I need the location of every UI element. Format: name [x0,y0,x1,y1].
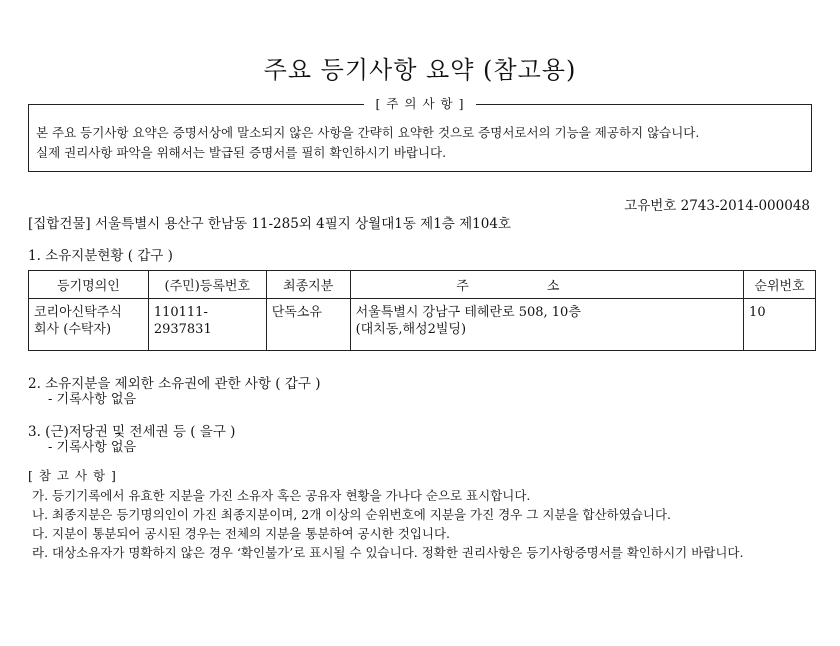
building-address: [집합건물] 서울특별시 용산구 한남동 11-285외 4필지 상월대1동 제1층 제104호 [28,216,511,232]
section-2-title: 2. 소유지분을 제외한 소유권에 관한 사항 ( 갑구 ) [28,376,321,392]
notice-line-2: 실제 권리사항 파악을 위해서는 발급된 증명서를 필히 확인하시기 바랍니다. [36,145,447,160]
unique-number: 고유번호 2743-2014-000048 [624,198,810,214]
section-2-sub: - 기록사항 없음 [48,392,137,407]
section-3-sub: - 기록사항 없음 [48,440,137,455]
notice-box [28,96,812,172]
cell-owner-name: 코리아신탁주식 회사 (수탁자) [29,299,149,351]
page-title: 주요 등기사항 요약 (참고용) [263,56,577,84]
list-item: 다. 지분이 통분되어 공시된 경우는 전체의 지분을 통분하여 공시한 것입니다. [32,526,451,541]
list-item: 나. 최종지분은 등기명의인이 가진 최종지분이며, 2개 이상의 순위번호에 지분을 가진 경우 그 지분을 합산하였습니다. [32,507,672,522]
section-3-title: 3. (근)저당권 및 전세권 등 ( 을구 ) [28,424,236,440]
reference-label: [ 참 고 사 항 ] [28,468,117,483]
notice-line-1: 본 주요 등기사항 요약은 증명서상에 말소되지 않은 사항을 간략히 요약한 것으로 증명서로서의 기능을 제공하지 않습니다. [36,125,700,140]
header-rank: 순위번호 [744,271,816,299]
ownership-table [28,270,816,351]
header-share: 최종지분 [266,271,350,299]
header-reg-no: (주민)등록번호 [148,271,266,299]
section-1-title: 1. 소유지분현황 ( 갑구 ) [28,248,173,264]
cell-rank: 10 [744,299,816,351]
header-name: 등기명의인 [29,271,149,299]
notice-text [36,123,805,163]
list-item: 가. 등기기록에서 유효한 지분을 가진 소유자 혹은 공유자 현황을 가나다 순으로 표시합니다. [32,488,531,503]
cell-share: 단독소유 [266,299,350,351]
table-header-row [29,271,816,299]
header-address: 주소 [350,271,743,299]
reference-list [32,486,812,562]
cell-address: 서울특별시 강남구 테헤란로 508, 10층 (대치동,해성2빌딩) [350,299,743,351]
notice-label: [ 주 의 사 항 ] [364,96,477,111]
table-row [29,299,816,351]
list-item: 라. 대상소유자가 명확하지 않은 경우 ‘확인불가’로 표시될 수 있습니다. 정확한 권리사항은 등기사항증명서를 확인하시기 바랍니다. [32,545,744,560]
cell-reg-no: 110111-2937831 [148,299,266,351]
